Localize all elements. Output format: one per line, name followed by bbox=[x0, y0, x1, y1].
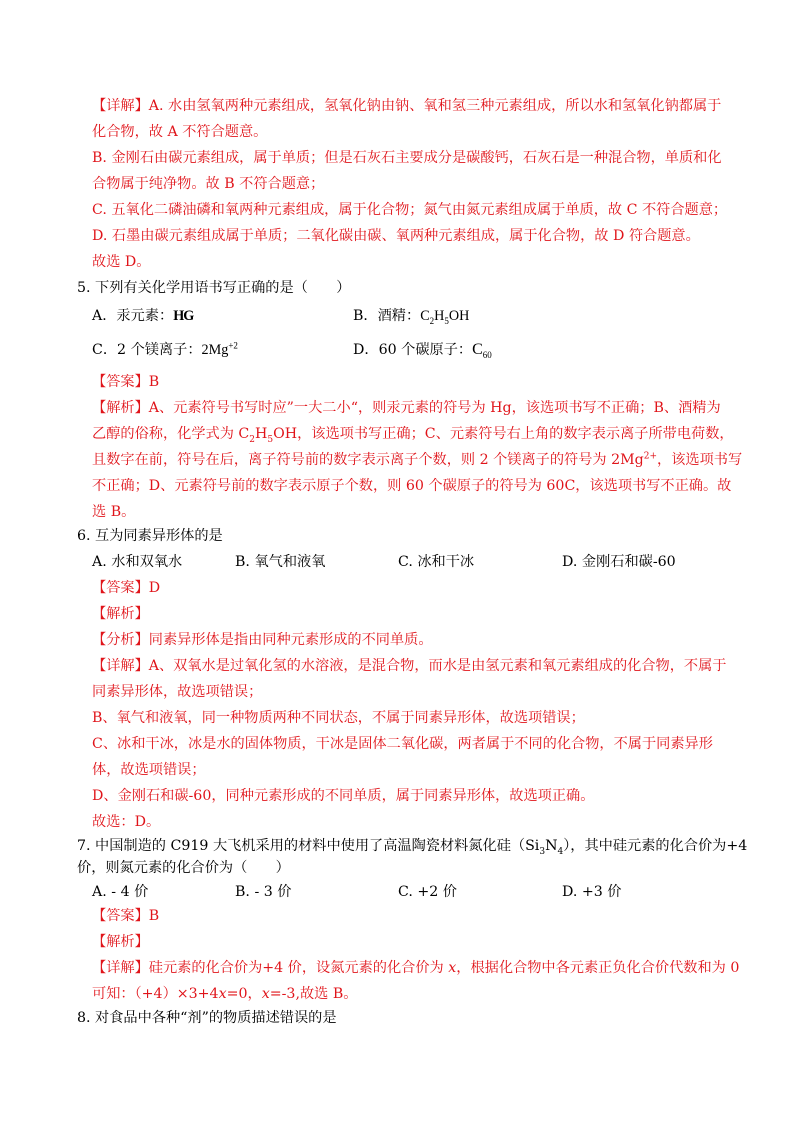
question-7-stem bbox=[77, 836, 747, 856]
text-superscript: 2+ bbox=[643, 451, 658, 462]
q6-answer: 【答案】D bbox=[92, 580, 161, 596]
q5-analysis-line: 【解析】A、元素符号书写时应”一大二小“，则汞元素的符号为 Hg，该选项书写不正确；B、酒精为 bbox=[92, 400, 721, 416]
text-subscript: 5 bbox=[267, 434, 274, 445]
formula-subscript: 5 bbox=[444, 315, 449, 326]
q4-detail-line: C. 五氧化二磷油磷和氧两种元素组成，属于化合物；氮气由氮元素组成属于单质，故 C 不符合题意； bbox=[92, 202, 728, 218]
q5-option-d-formula bbox=[472, 341, 492, 361]
q7-analysis: 【解析】 bbox=[92, 934, 149, 950]
q7-option-b: B. - 3 价 bbox=[235, 884, 292, 900]
q5-option-c-formula bbox=[202, 342, 238, 358]
q7-option-d: D. +3 价 bbox=[562, 884, 622, 900]
q6-option-b: B. 氧气和液氧 bbox=[235, 554, 326, 570]
variable-x: x bbox=[448, 960, 457, 976]
formula-subscript: 60 bbox=[482, 350, 492, 361]
q4-detail-line: 化合物，故 A 不符合题意。 bbox=[92, 124, 268, 140]
variable-x: x bbox=[261, 986, 270, 1002]
text-subscript: 2 bbox=[249, 434, 255, 445]
q5-option-a bbox=[92, 306, 193, 326]
q6-detail-line: 同素异形体，故选项错误； bbox=[92, 684, 263, 700]
q5-option-b-label: B．酒精： bbox=[353, 308, 421, 324]
formula-part: H bbox=[434, 308, 445, 324]
question-8-stem: 8. 对食品中各种“剂”的物质描述错误的是 bbox=[77, 1010, 337, 1026]
text-subscript: 4 bbox=[557, 846, 564, 857]
q4-detail-line: 故选 D。 bbox=[92, 254, 151, 270]
q5-analysis-line bbox=[92, 424, 734, 444]
question-7-stem-cont: 价，则氮元素的化合价为（ ） bbox=[77, 860, 290, 876]
q7-answer: 【答案】B bbox=[92, 908, 160, 924]
q5-analysis-line: 选 B。 bbox=[92, 504, 136, 520]
q5-answer: 【答案】B bbox=[92, 374, 160, 390]
q5-option-a-label: A．汞元素： bbox=[92, 308, 174, 324]
text-part: ），其中硅元素的化合价为+4 bbox=[563, 838, 748, 854]
q6-detail-line: B、氧气和液氧，同一种物质两种不同状态，不属于同素异形体，故选项错误； bbox=[92, 710, 585, 726]
q5-option-b bbox=[353, 306, 469, 326]
q5-option-d bbox=[353, 340, 492, 360]
q6-option-c: C. 冰和干冰 bbox=[398, 554, 475, 570]
text-part: =0， bbox=[226, 986, 262, 1002]
question-6-stem: 6. 互为同素异形体的是 bbox=[77, 528, 223, 544]
q5-analysis-line: 不正确；D、元素符号前的数字表示原子个数，则 60 个碳原子的符号为 60C，该选项书写不正确。故 bbox=[92, 478, 732, 494]
q4-detail-line: 【详解】A. 水由氢氧两种元素组成，氢氧化钠由钠、氧和氢三种元素组成，所以水和氢氧化钠都属于 bbox=[92, 98, 722, 114]
q7-detail-line bbox=[92, 958, 739, 978]
q5-option-b-formula bbox=[420, 308, 469, 324]
q4-detail-line: D. 石墨由碳元素组成属于单质；二氧化碳由碳、氧两种元素组成，属于化合物，故 D 符合题意。 bbox=[92, 228, 700, 244]
formula-subscript: 2 bbox=[429, 315, 435, 326]
q6-option-d: D. 金刚石和碳-60 bbox=[562, 554, 676, 570]
text-part: OH，该选项书写正确；C、元素符号右上角的数字表示离子所带电荷数， bbox=[273, 426, 734, 442]
text-part: 7. 中国制造的 C919 大飞机采用的材料中使用了高温陶瓷材料氮化硅（Si bbox=[77, 838, 540, 854]
text-part: 【详解】硅元素的化合价为+4 价，设氮元素的化合价为 bbox=[92, 960, 449, 976]
q7-detail-line bbox=[92, 984, 357, 1004]
q5-analysis-line bbox=[92, 450, 742, 470]
q5-option-a-formula: HG bbox=[173, 308, 194, 324]
question-5-stem: 5. 下列有关化学用语书写正确的是（ ） bbox=[77, 280, 351, 296]
q6-detail-line: D、金刚石和碳-60，同种元素形成的不同单质，属于同素异形体，故选项正确。 bbox=[92, 788, 595, 804]
text-subscript: 3 bbox=[539, 846, 546, 857]
q6-detail-line: 【详解】A、双氧水是过氧化氢的水溶液，是混合物，而水是由氢元素和氧元素组成的化合物，不属于 bbox=[92, 658, 727, 674]
q4-detail-line: 合物属于纯净物。故 B 不符合题意； bbox=[92, 176, 325, 192]
formula-part: OH bbox=[448, 308, 470, 324]
formula-part: 2Mg bbox=[201, 342, 229, 358]
q4-detail-line: B. 金刚石由碳元素组成，属于单质；但是石灰石主要成分是碳酸钙，石灰石是一种混合物，单质和化 bbox=[92, 150, 722, 166]
q6-detail-line: 故选：D。 bbox=[92, 814, 161, 830]
variable-x: x bbox=[218, 986, 227, 1002]
text-part: 乙醇的俗称，化学式为 C bbox=[92, 426, 250, 442]
text-part: 且数字在前，符号在后，离子符号前的数字表示离子个数，则 2 个镁离子的符号为 2Mg bbox=[92, 452, 644, 468]
q6-option-a: A. 水和双氧水 bbox=[92, 554, 183, 570]
q5-option-c bbox=[92, 340, 238, 360]
q6-analysis: 【解析】 bbox=[92, 606, 149, 622]
formula-superscript: +2 bbox=[228, 340, 238, 351]
formula-part: C bbox=[420, 308, 430, 324]
q7-option-c: C. +2 价 bbox=[398, 884, 457, 900]
q6-fenxi: 【分析】同素异形体是指由同种元素形成的不同单质。 bbox=[92, 632, 433, 648]
q5-option-d-label: D．60 个碳原子： bbox=[353, 342, 473, 358]
text-part: ，根据化合物中各元素正负化合价代数和为 0 bbox=[456, 960, 740, 976]
text-part: ，该选项书写 bbox=[657, 452, 743, 468]
formula-part: C bbox=[472, 341, 483, 358]
text-part: 可知：（+4）×3+4 bbox=[92, 986, 219, 1002]
text-part: H bbox=[254, 426, 268, 442]
text-part: N bbox=[545, 838, 558, 854]
q6-detail-line: 体，故选项错误； bbox=[92, 762, 206, 778]
text-part: =-3,故选 B。 bbox=[269, 986, 358, 1002]
q6-detail-line: C、冰和干冰，冰是水的固体物质，干冰是固体二氧化碳，两者属于不同的化合物，不属于同素异形 bbox=[92, 736, 713, 752]
q7-option-a: A. - 4 价 bbox=[92, 884, 149, 900]
q5-option-c-label: C．2 个镁离子： bbox=[92, 342, 202, 358]
